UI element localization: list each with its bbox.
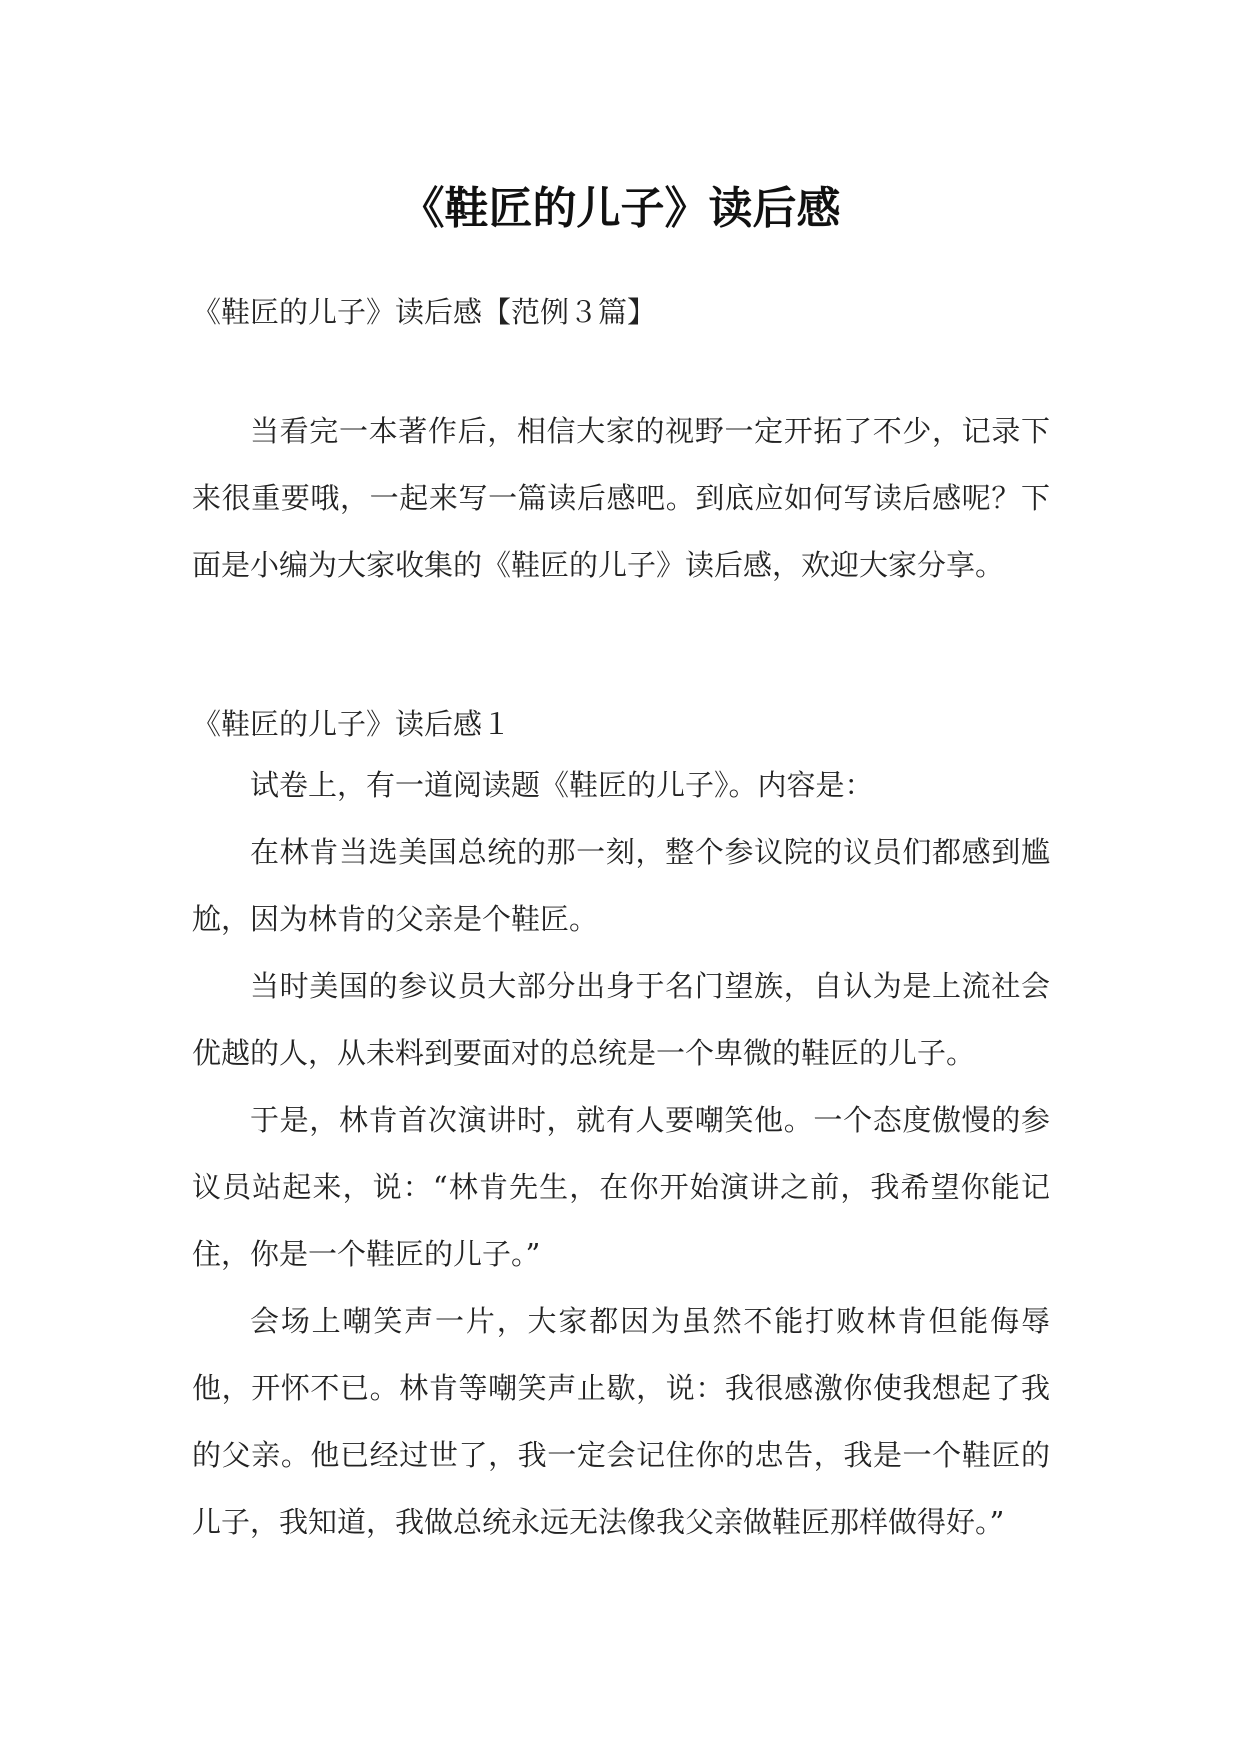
body-paragraph: 于是，林肯首次演讲时，就有人要嘲笑他。一个态度傲慢的参议员站起来，说：“林肯先生，在你开始演讲之前，我希望你能记住，你是一个鞋匠的儿子。”: [192, 1103, 1050, 1271]
body-paragraph: 在林肯当选美国总统的那一刻，整个参议院的议员们都感到尴尬，因为林肯的父亲是个鞋匠。: [192, 835, 1050, 936]
document-subtitle: 《鞋匠的儿子》读后感【范例３篇】: [192, 295, 657, 329]
intro-paragraph: 当看完一本著作后，相信大家的视野一定开拓了不少，记录下来很重要哦，一起来写一篇读后感吧。到底应如何写读后感呢？下面是小编为大家收集的《鞋匠的儿子》读后感，欢迎大家分享。: [192, 414, 1050, 582]
essay-body: [192, 752, 1050, 1556]
section-heading: 《鞋匠的儿子》读后感１: [192, 707, 512, 741]
body-paragraph: 试卷上，有一道阅读题《鞋匠的儿子》。内容是：: [250, 768, 874, 802]
body-paragraph: 当时美国的参议员大部分出身于名门望族，自认为是上流社会优越的人，从未料到要面对的总统是一个卑微的鞋匠的儿子。: [192, 969, 1050, 1070]
body-paragraph: 会场上嘲笑声一片，大家都因为虽然不能打败林肯但能侮辱他，开怀不已。林肯等嘲笑声止歇，说：我很感激你使我想起了我的父亲。他已经过世了，我一定会记住你的忠告，我是一个鞋匠的儿子，我知道，我做总统永远无法像我父亲做鞋匠那样做得好。”: [192, 1304, 1050, 1539]
page-title: 《鞋匠的儿子》读后感: [400, 183, 841, 235]
intro-block: [192, 398, 1050, 599]
